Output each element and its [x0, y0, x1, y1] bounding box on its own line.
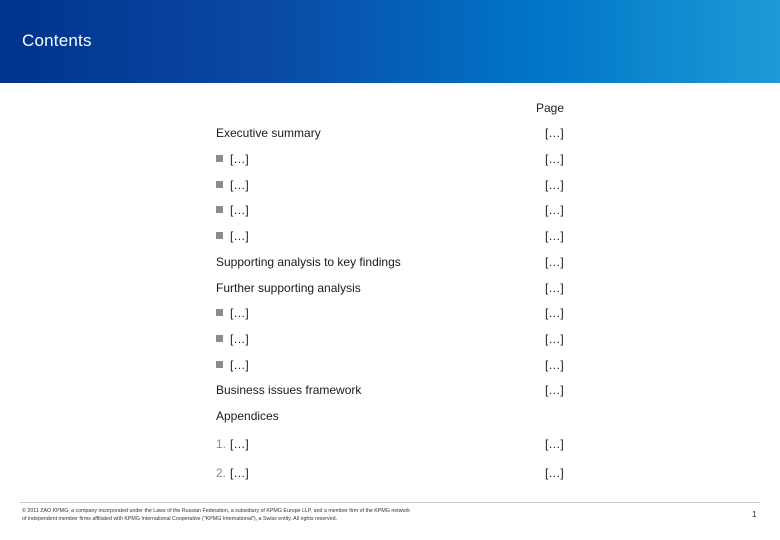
toc-item-label: […]	[230, 152, 249, 166]
toc-item-label: […]	[230, 437, 249, 451]
toc-page-ref: […]	[545, 437, 564, 451]
toc-row-executive-summary	[216, 126, 576, 142]
copyright-line-1: © 2011 ZAO KPMG, a company incorporated under the Laws of the Russian Federation, a subsidiary of KPMG Europe LLP, and a member firm of the KPMG network	[22, 508, 410, 514]
copyright-line-2: of independent member firms affiliated with KPMG International Cooperative ("KPMG International"), a Swiss entity. All rights reserved.	[22, 516, 338, 522]
toc-item-number: 2.	[216, 466, 227, 480]
toc-item-label: […]	[230, 358, 249, 372]
square-bullet-icon	[216, 335, 223, 342]
toc-page-ref: […]	[545, 178, 564, 192]
toc-page-ref: […]	[545, 229, 564, 243]
toc-section-label: Appendices	[216, 409, 279, 423]
toc-row-further-analysis	[216, 281, 576, 297]
toc-item-number: 1.	[216, 437, 227, 451]
toc-row-appendices	[216, 409, 576, 425]
page-column-label: Page	[536, 101, 565, 115]
toc-row-supporting-analysis	[216, 255, 576, 271]
header-banner	[0, 0, 780, 83]
square-bullet-icon	[216, 206, 223, 213]
toc-item-label: […]	[230, 332, 249, 346]
toc-page-ref: […]	[545, 203, 564, 217]
toc-section-label: Supporting analysis to key findings	[216, 255, 401, 269]
toc-page-ref: […]	[545, 332, 564, 346]
toc-row	[216, 229, 576, 245]
toc-page-ref: […]	[545, 358, 564, 372]
toc-page-ref: […]	[545, 383, 564, 397]
page-title: Contents	[22, 31, 92, 50]
toc-row-business-issues	[216, 383, 576, 399]
toc-page-ref: […]	[545, 281, 564, 295]
toc-row	[216, 306, 576, 322]
toc-section-label: Business issues framework	[216, 383, 362, 397]
square-bullet-icon	[216, 309, 223, 316]
toc-row	[216, 466, 576, 482]
toc-page-ref: […]	[545, 152, 564, 166]
square-bullet-icon	[216, 232, 223, 239]
toc-item-label: […]	[230, 229, 249, 243]
toc-row	[216, 437, 576, 453]
footer-divider	[20, 502, 760, 503]
toc-section-label: Executive summary	[216, 126, 321, 140]
square-bullet-icon	[216, 361, 223, 368]
toc-page-ref: […]	[545, 466, 564, 480]
square-bullet-icon	[216, 155, 223, 162]
toc-item-label: […]	[230, 306, 249, 320]
toc-item-label: […]	[230, 203, 249, 217]
toc-row	[216, 203, 576, 219]
toc-row	[216, 332, 576, 348]
copyright-footer	[22, 507, 482, 523]
toc-page-ref: […]	[545, 255, 564, 269]
toc-row	[216, 358, 576, 374]
toc-row	[216, 178, 576, 194]
toc-page-ref: […]	[545, 126, 564, 140]
page-number: 1	[752, 510, 757, 519]
toc-item-label: […]	[230, 178, 249, 192]
toc-page-ref: […]	[545, 306, 564, 320]
toc-section-label: Further supporting analysis	[216, 281, 361, 295]
toc-row	[216, 152, 576, 168]
square-bullet-icon	[216, 181, 223, 188]
toc-item-label: […]	[230, 466, 249, 480]
